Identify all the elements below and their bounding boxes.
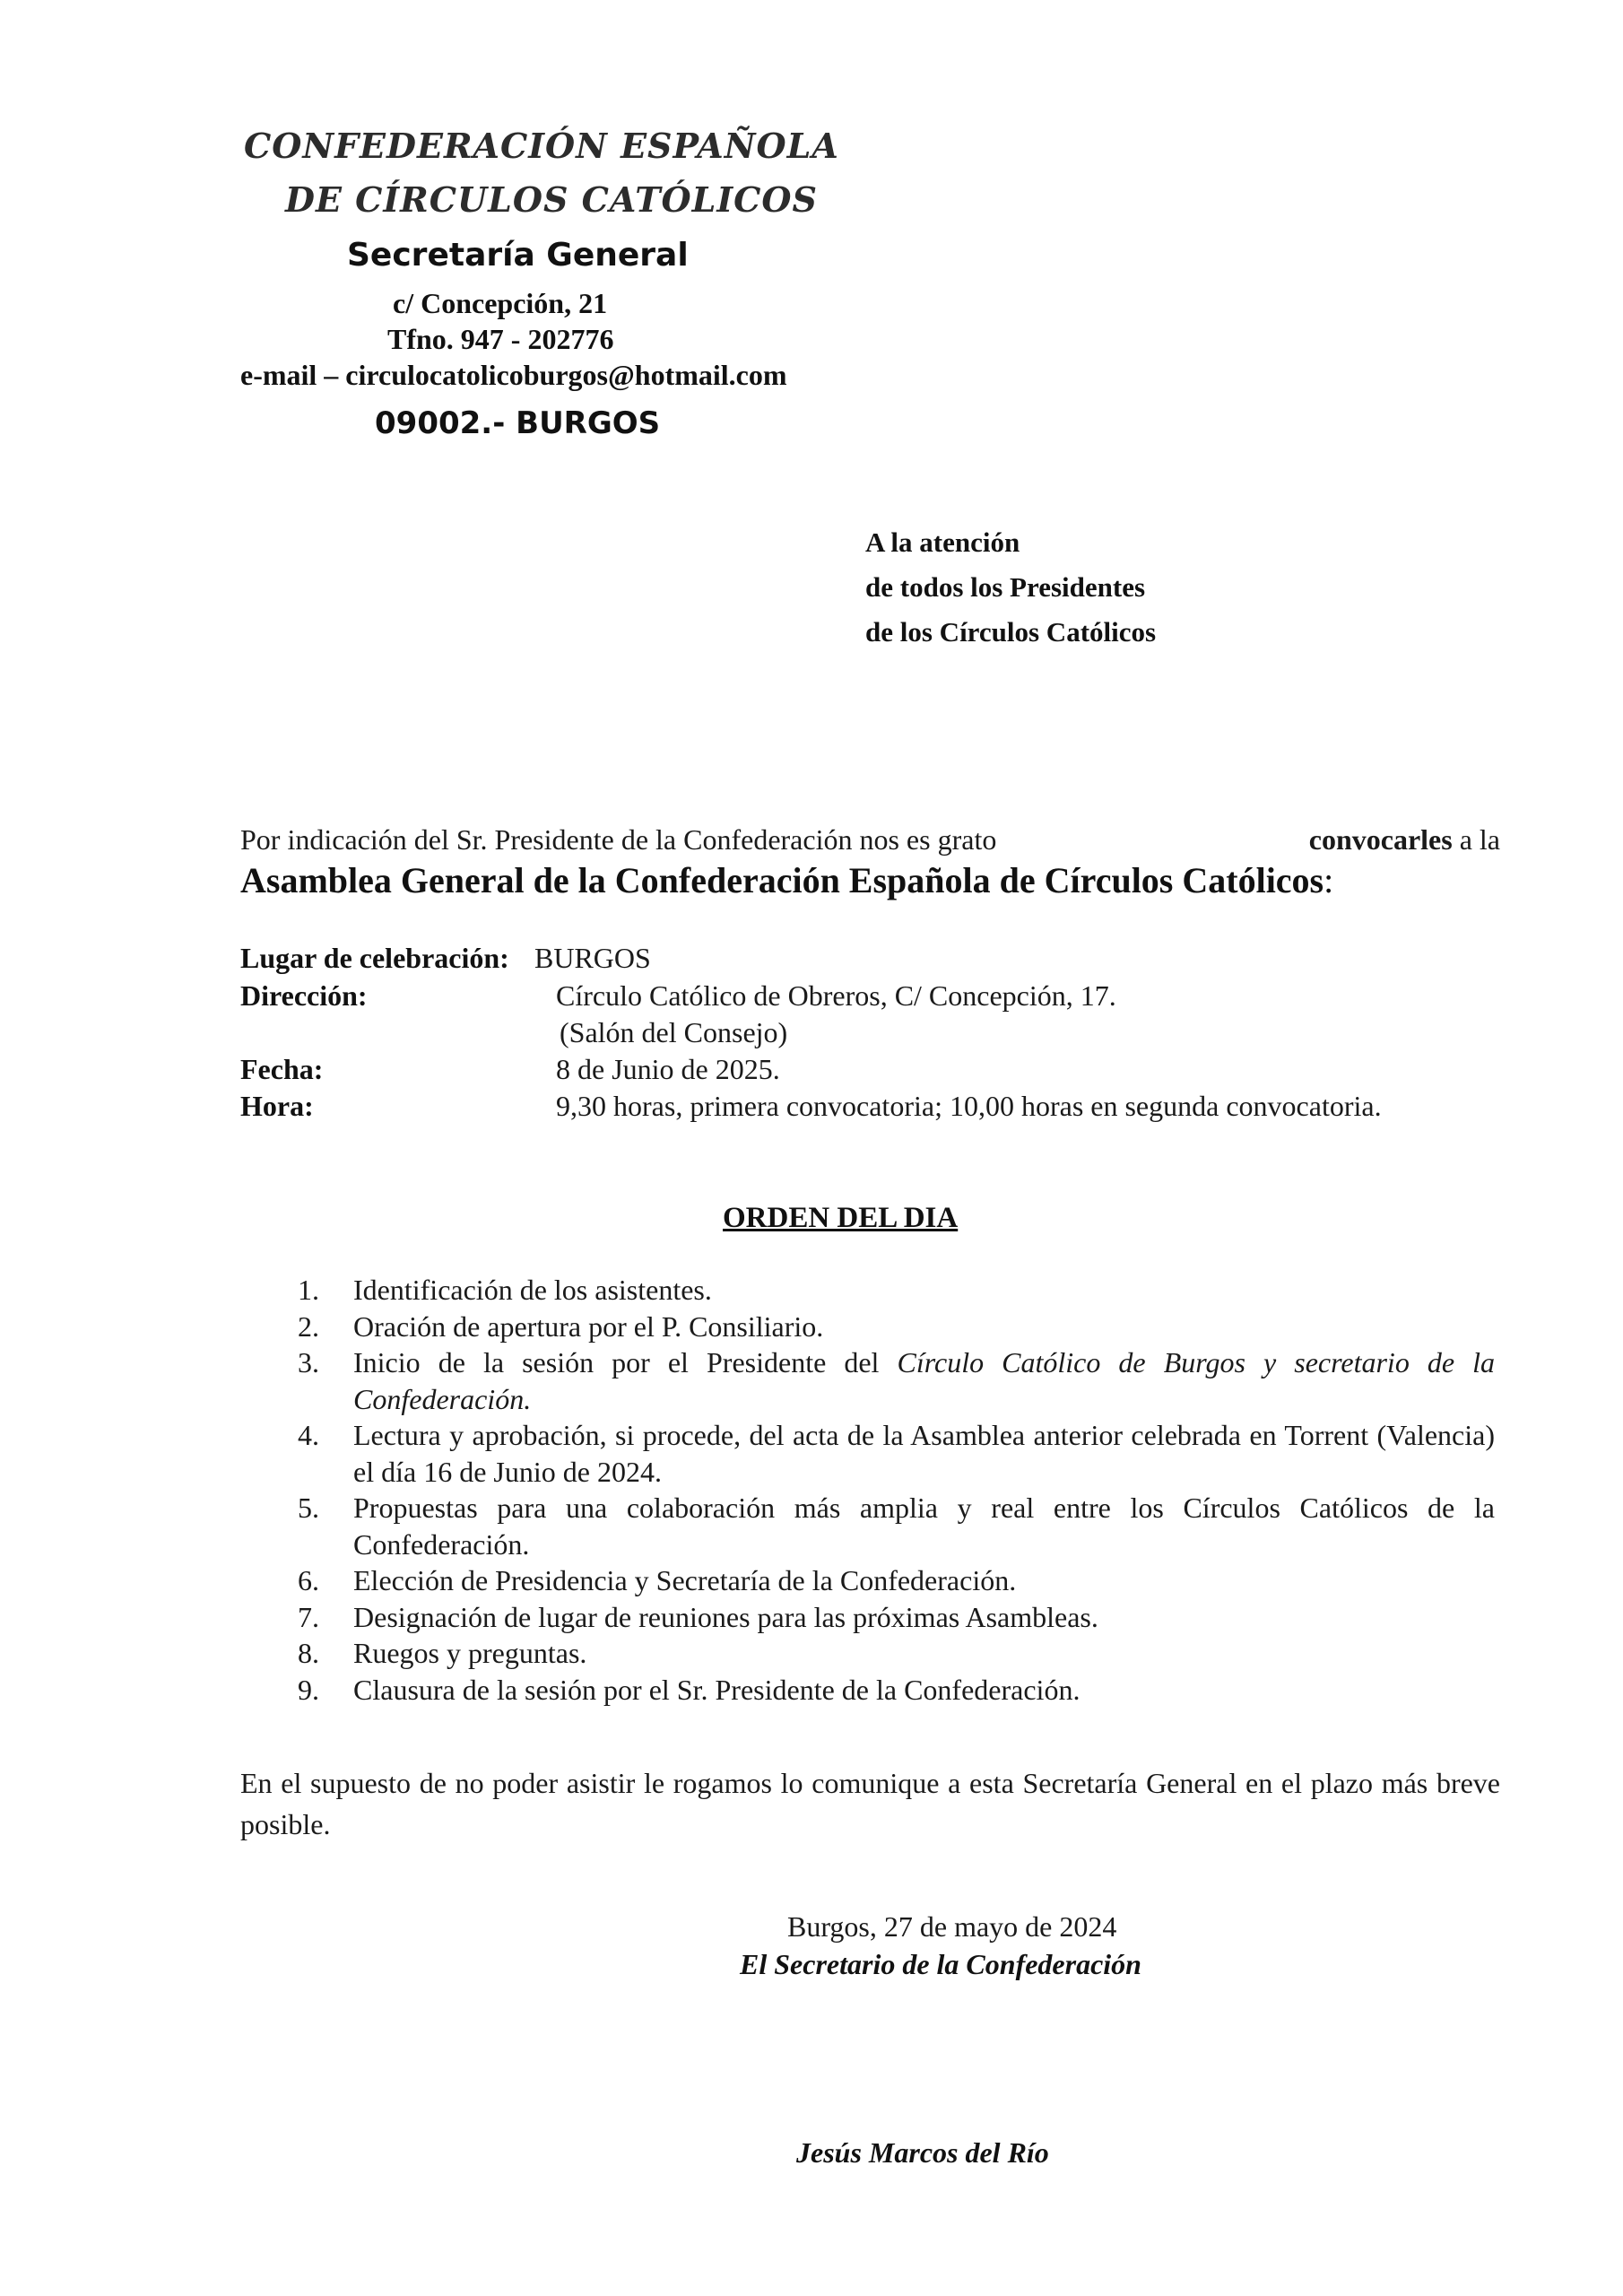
place-date: Burgos, 27 de mayo de 2024 — [787, 1910, 1117, 1943]
recipient-block — [865, 520, 1156, 655]
agenda-number: 3. — [298, 1346, 319, 1378]
city-line: 09002.- BURGOS — [375, 405, 661, 441]
intro-bold-word: convocarles — [1308, 823, 1453, 856]
agenda-text: Ruegos y preguntas. — [353, 1637, 587, 1669]
agenda-number: 2. — [298, 1309, 319, 1343]
place-value: BURGOS — [534, 942, 651, 974]
secretariat-title: Secretaría General — [347, 237, 689, 274]
recipient-line1: A la atención — [865, 526, 1020, 558]
agenda-list — [298, 1272, 1495, 1708]
closing-paragraph: En el supuesto de no poder asistir le rogamos lo comunique a esta Secretaría General en el plazo más breve posible. — [240, 1767, 1500, 1840]
agenda-number: 5. — [298, 1492, 319, 1524]
date-value: 8 de Junio de 2025. — [556, 1053, 780, 1085]
agenda-text: Clausura de la sesión por el Sr. Presidente de la Confederación. — [353, 1673, 1081, 1706]
agenda-item — [298, 1417, 1495, 1490]
address-label: Dirección: — [240, 979, 368, 1012]
agenda-item — [298, 1272, 1495, 1309]
agenda-text-plain: Inicio de la sesión por el Presidente del — [353, 1346, 880, 1378]
email-line: e-mail – circulocatolicoburgos@hotmail.com — [240, 359, 787, 391]
recipient-line2: de todos los Presidentes — [865, 571, 1146, 603]
phone-line: Tfno. 947 - 202776 — [387, 323, 614, 355]
time-value: 9,30 horas, primera convocatoria; 10,00 horas en segunda convocatoria. — [556, 1090, 1382, 1122]
place-label: Lugar de celebración: — [240, 942, 509, 974]
org-name-line1: CONFEDERACIÓN ESPAÑOLA — [244, 126, 839, 166]
time-label: Hora: — [240, 1090, 314, 1122]
agenda-item — [298, 1635, 1495, 1672]
agenda-number: 6. — [298, 1564, 319, 1596]
agenda-text: Oración de apertura por el P. Consiliario. — [353, 1309, 824, 1343]
agenda-text: Lectura y aprobación, si procede, del acta de la Asamblea anterior celebrada en Torrent (Valencia) el día 16 de Junio de 2024. — [353, 1419, 1495, 1488]
agenda-text-italic: Círculo Católico de Burgos y secretario de la Confederación. — [353, 1346, 1496, 1415]
intro-line — [240, 823, 1500, 857]
signatory-role: El Secretario de la Confederación — [740, 1948, 1141, 1980]
intro-text: Por indicación del Sr. Presidente de la Confederación nos es grato — [240, 823, 997, 856]
agenda-number: 1. — [298, 1274, 319, 1306]
recipient-line3: de los Círculos Católicos — [865, 616, 1157, 648]
address-value: Círculo Católico de Obreros, C/ Concepción, 17. — [556, 979, 1116, 1012]
agenda-item — [298, 1672, 1495, 1709]
agenda-title: ORDEN DEL DIA — [723, 1202, 959, 1234]
assembly-title — [240, 859, 1333, 901]
agenda-text: Elección de Presidencia y Secretaría de la Confederación. — [353, 1564, 1017, 1596]
agenda-item — [298, 1344, 1495, 1417]
assembly-name: Asamblea General de la Confederación Española de Círculos Católicos — [240, 860, 1324, 900]
agenda-text — [353, 1344, 1495, 1417]
agenda-item — [298, 1599, 1495, 1636]
agenda-item — [298, 1562, 1495, 1599]
agenda-number: 9. — [298, 1673, 319, 1706]
agenda-text: Propuestas para una colaboración más amplia y real entre los Círculos Católicos de la Confederación. — [353, 1492, 1495, 1561]
address-value-2: (Salón del Consejo) — [560, 1016, 788, 1048]
agenda-number: 4. — [298, 1419, 319, 1451]
agenda-text: Designación de lugar de reuniones para las próximas Asambleas. — [353, 1600, 1098, 1633]
agenda-number: 7. — [298, 1600, 319, 1633]
date-label: Fecha: — [240, 1053, 324, 1085]
agenda-item — [298, 1309, 1495, 1345]
address-line: c/ Concepción, 21 — [393, 287, 608, 319]
intro-text-after: a la — [1459, 823, 1500, 856]
signatory-name: Jesús Marcos del Río — [796, 2136, 1049, 2169]
agenda-item — [298, 1490, 1495, 1562]
agenda-text: Identificación de los asistentes. — [353, 1274, 712, 1306]
org-name-line2: DE CÍRCULOS CATÓLICOS — [285, 179, 818, 220]
assembly-colon: : — [1324, 860, 1334, 900]
agenda-number: 8. — [298, 1637, 319, 1669]
